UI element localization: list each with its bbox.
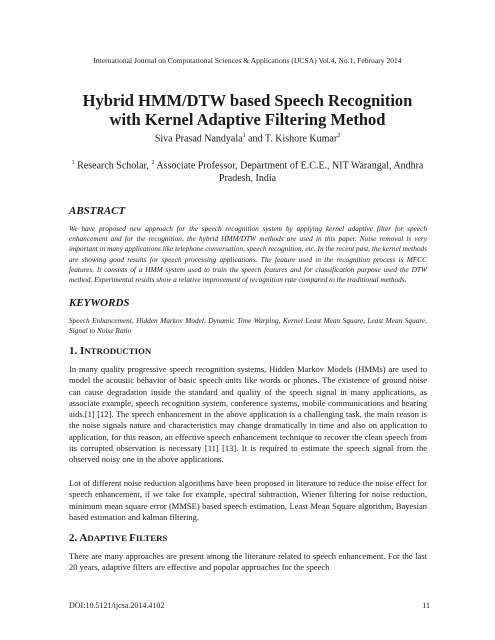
section-2-title-b: ILTERS (135, 533, 168, 543)
running-head: International Journal on Computational Sciences & Applications (IJCSA) Vol.4, No.1, February 2014 (93, 56, 402, 65)
keywords-heading: KEYWORDS (69, 297, 130, 309)
section-1-paragraph-1: In many quality progressive speech recognition systems, Hidden Markov Models (HMMs) are used to model the acoustic behavior of basic speech units like words or phones. The existence of ground noise can cause degradation inside the standard and quality of the speech signal in many applications, as associate example, speech recognition system, conference systems, mobile communications and hearing aids.[1] [12]. The speech enhancement in the above application is a challenging task, the main reason is the noise signals nature and characteristics may change dramatically in time and also on application to application, for this reason, an effective speech enhancement technique to recover the clean speech from its corrupted observation is necessary [11] [13]. It is required to estimate the speech signal from the observed noisy one in the above applications. (69, 364, 427, 465)
title-line-2: with Kernel Adaptive Filtering Method (109, 110, 386, 129)
abstract-text: We have proposed new approach for the speech recognition system by applying kernel adaptive filter for speech enhancement and for the recognition, the hybrid HMM/DTW methods are used in this paper. Noise removal is very important in many applications like telephone conversation, speech recognition, etc. In the recent past, the kernel methods are showing good results for speech processing applications. The feature used in the recognition process is MFCC features. It consists of a HMM system used to train the speech features and for classification purpose used the DTW method. Experimental results show a relative improvement of recognition rate compared to the traditional methods. (69, 224, 427, 285)
section-1-number: 1. I (69, 345, 85, 357)
keywords-text: Speech Enhancement, Hidden Markov Model, Dynamic Time Warping, Kernel Least Mean Square, Least Mean Square, Signal to Noise Ratio (69, 316, 427, 336)
author-1-affil: 1 (242, 133, 246, 139)
author-2: and T. Kishore Kumar (245, 133, 338, 145)
title-line-1: Hybrid HMM/DTW based Speech Recognition (82, 91, 413, 110)
affil-marker-1: 1 (71, 160, 75, 166)
affil-text-1: Research Scholar, (74, 160, 152, 172)
paper-title (0, 91, 495, 129)
section-1-heading (69, 345, 151, 357)
author-1: Siva Prasad Nandyala (154, 133, 243, 145)
section-2-heading (69, 532, 167, 544)
section-2-paragraph-1: There are many approaches are present among the literature related to speech enhancement. For the last 20 years, adaptive filters are effective and popular approaches for the speech (69, 551, 427, 573)
affiliation (60, 157, 435, 185)
section-1-paragraph-2: Lot of different noise reduction algorithms have been proposed in literature to reduce the noise effect for speech enhancement, if we take for example, spectral subtraction, Wiener filtering for noise reduction, minimum mean square error (MMSE) based speech estimation, Least Mean Square algorithm, Bayesian based estimation and kalman filtering. (69, 478, 427, 522)
section-2-title-f: F (129, 532, 136, 544)
page-number: 11 (422, 601, 430, 610)
section-2-title-a: DAPTIVE (87, 533, 130, 543)
section-2-number: 2. A (69, 532, 88, 544)
abstract-heading: ABSTRACT (69, 205, 126, 217)
author-2-affil: 2 (337, 133, 341, 139)
affil-marker-2: 2 (151, 160, 155, 166)
footer-doi: DOI:10.5121/ijcsa.2014.4102 (69, 601, 165, 610)
authors (0, 133, 495, 144)
affil-text-2: Associate Professor, Department of E.C.E., NIT Warangal, Andhra Pradesh, India (154, 160, 424, 185)
section-1-title: NTRODUCTION (84, 346, 152, 356)
